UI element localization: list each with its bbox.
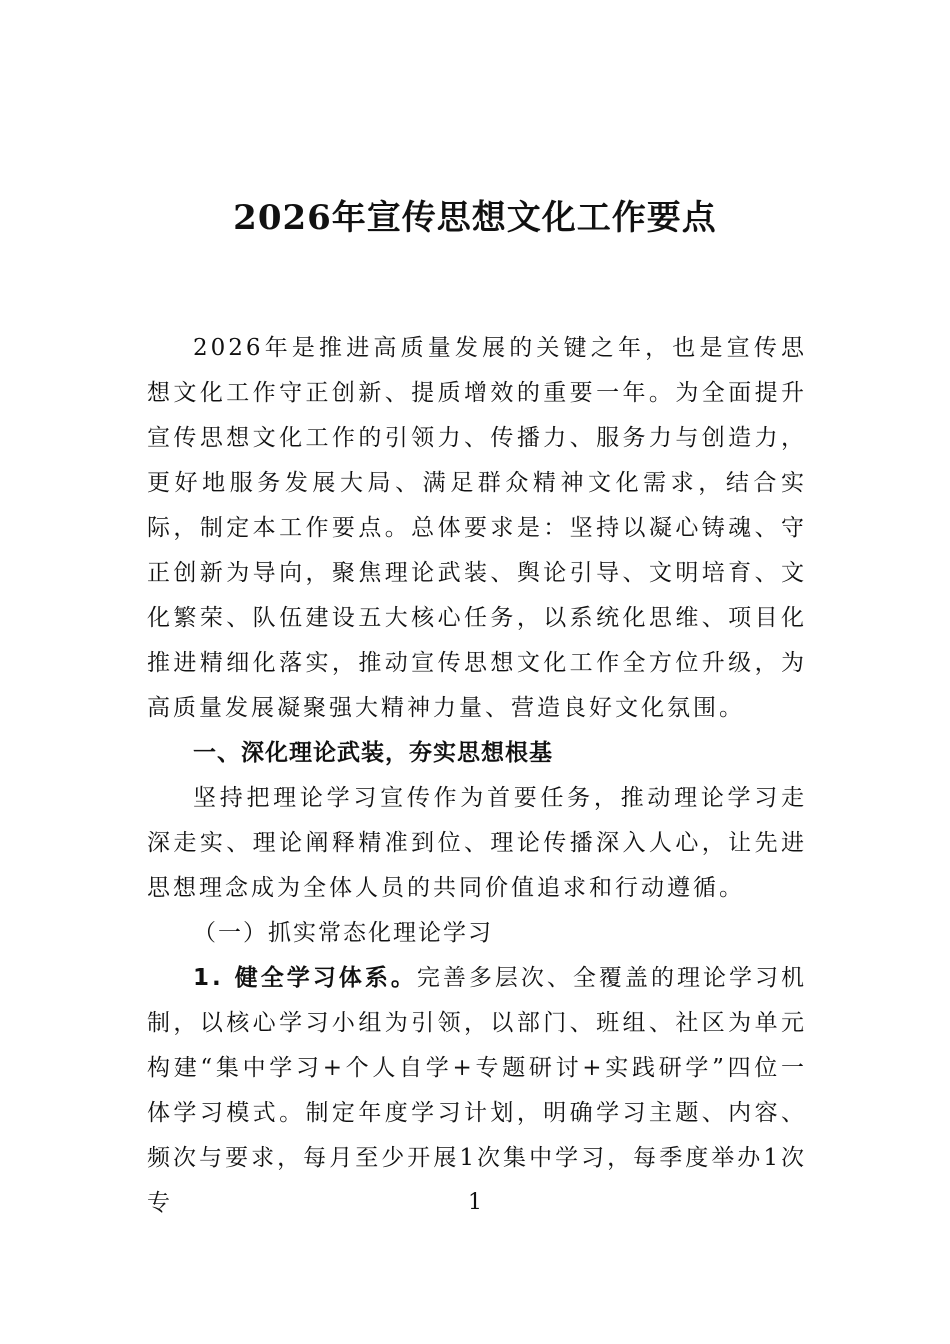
intro-paragraph: 2026年是推进高质量发展的关键之年，也是宣传思想文化工作守正创新、提质增效的重要一年。为全面提升宣传思想文化工作的引领力、传播力、服务力与创造力，更好地服务发展大局、满足群众精神文化需求，结合实际，制定本工作要点。总体要求是：坚持以凝心铸魂、守正创新为导向，聚焦理论武装、舆论引导、文明培育、文化繁荣、队伍建设五大核心任务，以系统化思维、项目化推进精细化落实，推动宣传思想文化工作全方位升级，为高质量发展凝聚强大精神力量、营造良好文化氛围。 (147, 335, 807, 721)
section-paragraph: 坚持把理论学习宣传作为首要任务，推动理论学习走深走实、理论阐释精准到位、理论传播深入人心，让先进思想理念成为全体人员的共同价值追求和行动遵循。 (147, 785, 807, 901)
document-body (147, 326, 807, 1226)
subsection-heading: （一）抓实常态化理论学习 (193, 920, 493, 946)
list-item-text: 完善多层次、全覆盖的理论学习机制，以核心学习小组为引领，以部门、班组、社区为单元构建“集中学习+个人自学+专题研讨+实践研学”四位一体学习模式。制定年度学习计划，明确学习主题、内容、频次与要求，每月至少开展1次集中学习，每季度举办1次专 (147, 965, 808, 1216)
list-item-paragraph (147, 956, 807, 1226)
list-item-lead: 1. 健全学习体系。 (193, 965, 417, 991)
document-title: 2026年宣传思想文化工作要点 (233, 198, 717, 238)
page-number: 1 (468, 1190, 482, 1215)
section-heading: 一、深化理论武装，夯实思想根基 (193, 740, 553, 766)
